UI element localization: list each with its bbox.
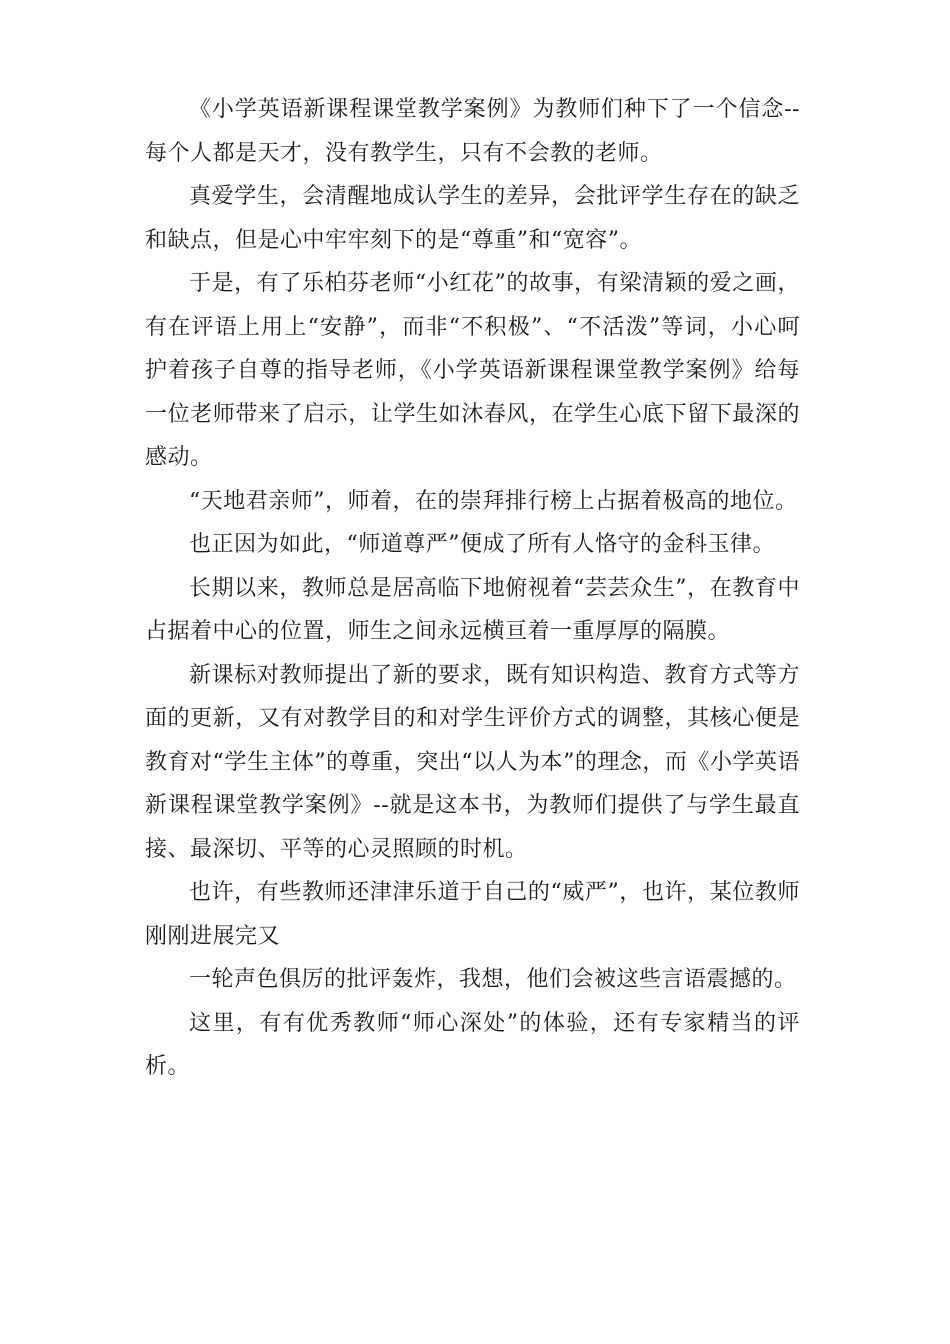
- paragraph: 长期以来，教师总是居高临下地俯视着“芸芸众生”，在教育中占据着中心的位置，师生之间永远横亘着一重厚厚的隔膜。: [145, 575, 800, 644]
- paragraph: 一轮声色俱厉的批评轰炸，我想，他们会被这些言语震撼的。: [189, 967, 797, 992]
- paragraph: 这里，有有优秀教师“师心深处”的体验，还有专家精当的评析。: [145, 1010, 800, 1079]
- paragraph: 真爱学生，会清醒地成认学生的差异，会批评学生存在的缺乏和缺点，但是心中牢牢刻下的是“尊重”和“宽容”。: [145, 184, 800, 253]
- paragraph: 也许，有些教师还津津乐道于自己的“威严”，也许，某位教师刚刚进展完又: [145, 880, 800, 949]
- paragraph: 于是，有了乐柏芬老师“小红花”的故事，有梁清颖的爱之画，有在评语上用上“安静”，而非“不积极”、“不活泼”等词，小心呵护着孩子自尊的指导老师，《小学英语新课程课堂教学案例》给每一位老师带来了启示，让学生如沐春风，在学生心底下留下最深的感动。: [145, 271, 800, 470]
- document-body: [145, 88, 800, 1089]
- paragraph: 新课标对教师提出了新的要求，既有知识构造、教育方式等方面的更新，又有对教学目的和对学生评价方式的调整，其核心便是教育对“学生主体”的尊重，突出“以人为本”的理念，而《小学英语新课程课堂教学案例》--就是这本书，为教师们提供了与学生最直接、最深切、平等的心灵照顾的时机。: [145, 662, 800, 862]
- paragraph: 也正因为如此，“师道尊严”便成了所有人恪守的金科玉律。: [189, 532, 775, 557]
- paragraph: “天地君亲师”，师着，在的崇拜排行榜上占据着极高的地位。: [189, 488, 798, 514]
- paragraph: 《小学英语新课程课堂教学案例》为教师们种下了一个信念--每个人都是天才，没有教学生，只有不会教的老师。: [145, 97, 800, 166]
